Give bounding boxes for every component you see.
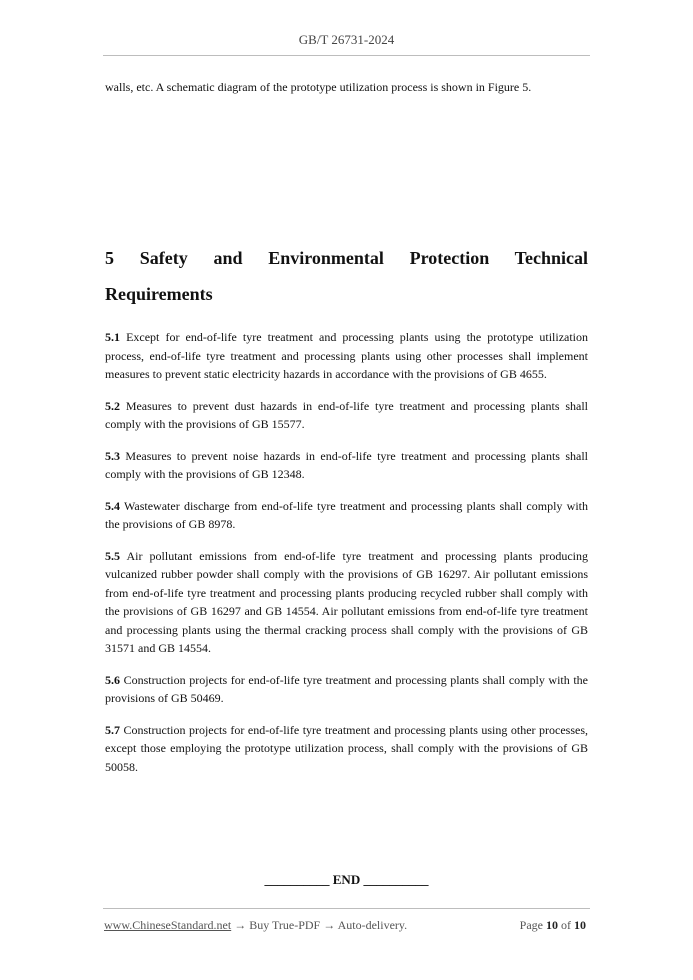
clause-number: 5.6 <box>105 672 120 687</box>
page-of-label: of <box>561 918 571 932</box>
clause-5-4 <box>105 497 588 534</box>
section-heading: 5 Safety and Environmental Protection Technical Requirements <box>105 248 588 304</box>
intro-paragraph: walls, etc. A schematic diagram of the prototype utilization process is shown in Figure 5. <box>105 80 532 94</box>
footer-links <box>104 918 407 933</box>
clause-text: Wastewater discharge from end-of-life tyre treatment and processing plants shall comply with the provisions of GB 8978. <box>105 498 588 531</box>
clause-text: Measures to prevent dust hazards in end-of-life tyre treatment and processing plants shall comply with the provisions of GB 15577. <box>105 398 589 431</box>
website-link[interactable]: www.ChineseStandard.net <box>104 918 232 932</box>
clause-text: Construction projects for end-of-life tyre treatment and processing plants using other processes, except those employing the prototype utilization process, shall comply with the provisions of GB 50058. <box>105 722 588 774</box>
buy-pdf-text: Buy True-PDF <box>249 918 321 932</box>
arrow-right-icon: → <box>323 918 336 932</box>
header-divider <box>103 55 590 56</box>
clause-text: Except for end-of-life tyre treatment and processing plants using the prototype utilization process, end-of-life tyre treatment and processing plants using other processes shall implement measures to prevent static electricity hazards in accordance with the provisions of GB 4655. <box>105 330 589 381</box>
clause-number: 5.4 <box>105 498 120 513</box>
clause-5-6 <box>105 671 588 708</box>
clause-number: 5.5 <box>105 548 120 563</box>
page-content <box>105 78 588 776</box>
page-current: 10 <box>546 918 558 932</box>
clause-text: Measures to prevent noise hazards in end-of-life tyre treatment and processing plants shall comply with the provisions of GB 12348. <box>105 448 589 481</box>
footer-divider <box>103 908 590 909</box>
clause-text: Construction projects for end-of-life tyre treatment and processing plants shall comply with the provisions of GB 50469. <box>105 672 589 705</box>
auto-delivery-text: Auto-delivery. <box>337 918 408 932</box>
clause-5-1 <box>105 328 588 384</box>
clause-text: Air pollutant emissions from end-of-life tyre treatment and processing plants producing vulcanized rubber powder shall comply with the provisions of GB 16297. Air pollutant emissions from end-of-life tyre treatment and processing plants producing recycled rubber shall comply with the provisions of GB 16297 and GB 14554. Air pollutant emissions from end-of-life tyre treatment and processing plants using the thermal cracking process shall comply with the provisions of GB 31571 and GB 14554. <box>105 548 588 655</box>
clause-5-3 <box>105 447 588 484</box>
clause-number: 5.1 <box>105 330 120 344</box>
page-number <box>520 918 586 933</box>
clause-5-5 <box>105 547 588 658</box>
clause-number: 5.7 <box>105 722 120 737</box>
page-label: Page <box>519 918 543 932</box>
clause-5-2 <box>105 397 588 434</box>
page-total: 10 <box>574 918 586 932</box>
arrow-right-icon: → <box>234 918 247 932</box>
document-code: GB/T 26731-2024 <box>298 32 395 47</box>
clause-number: 5.2 <box>105 398 120 413</box>
end-marker: __________ END __________ <box>264 872 429 887</box>
clause-number: 5.3 <box>105 448 120 463</box>
clause-5-7 <box>105 721 588 777</box>
